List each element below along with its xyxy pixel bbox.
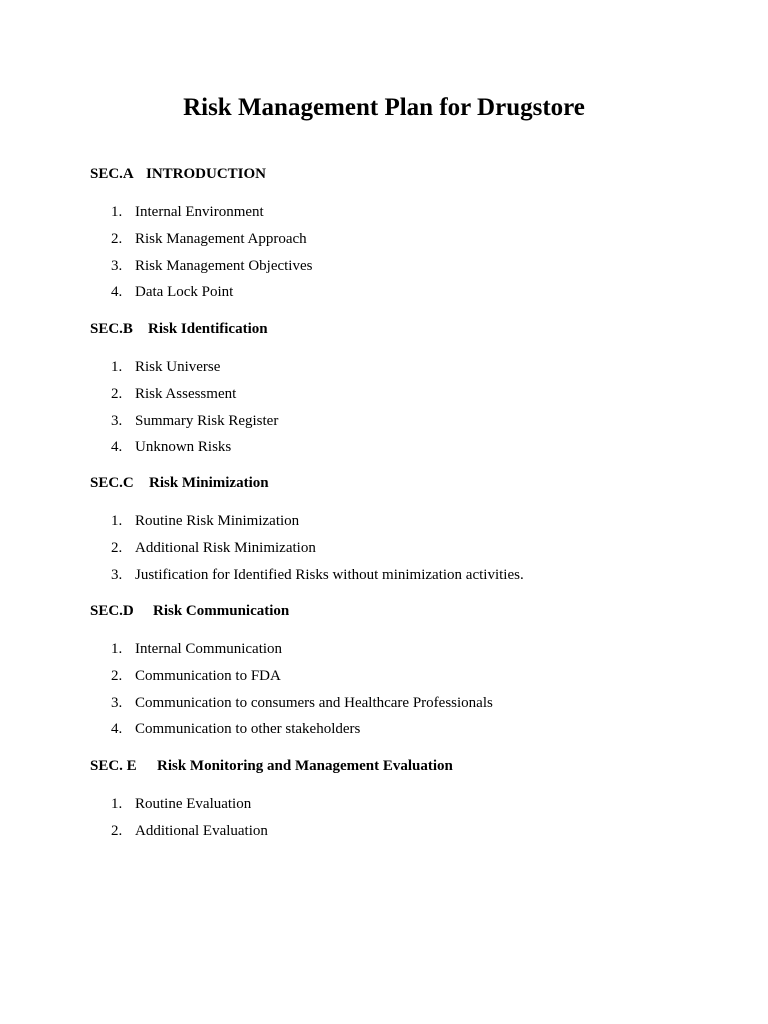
item-number: 1. (111, 204, 123, 220)
item-text: Unknown Risks (135, 439, 232, 456)
document-title: Risk Management Plan for Drugstore (183, 94, 585, 121)
list-item (90, 821, 453, 841)
list-item (90, 538, 524, 558)
section-risk-minimization (90, 473, 524, 591)
item-text: Communication to consumers and Healthcare Professionals (135, 694, 493, 711)
item-number: 4. (111, 439, 123, 456)
list-item (90, 639, 493, 659)
list-item (90, 565, 524, 585)
section-item-list (90, 794, 453, 841)
section-introduction (90, 164, 312, 309)
item-number: 3. (111, 694, 123, 711)
list-item (90, 282, 312, 302)
item-number: 3. (111, 257, 123, 274)
item-number: 2. (111, 385, 123, 402)
section-code: SEC. E (90, 758, 137, 774)
item-text: Risk Management Objectives (135, 257, 313, 274)
item-number: 1. (111, 641, 123, 657)
section-name: Risk Monitoring and Management Evaluation (157, 758, 453, 774)
item-number: 3. (111, 412, 123, 429)
list-item (90, 693, 493, 713)
section-name: Risk Minimization (149, 475, 269, 491)
item-number: 4. (111, 721, 123, 738)
item-text: Risk Management Approach (135, 230, 307, 247)
section-code: SEC.D (90, 603, 134, 619)
item-number: 1. (111, 796, 123, 812)
section-heading (90, 756, 453, 776)
item-number: 2. (111, 230, 123, 247)
list-item (90, 202, 312, 222)
section-item-list (90, 639, 493, 739)
item-number: 2. (111, 539, 123, 556)
list-item (90, 437, 278, 457)
item-text: Routine Risk Minimization (135, 513, 300, 529)
list-item (90, 511, 524, 531)
item-number: 3. (111, 566, 123, 583)
section-item-list (90, 511, 524, 585)
list-item (90, 719, 493, 739)
list-item (90, 357, 278, 377)
list-item (90, 794, 453, 814)
item-text: Communication to FDA (135, 667, 281, 684)
section-heading (90, 164, 312, 184)
item-number: 4. (111, 284, 123, 301)
item-text: Communication to other stakeholders (135, 721, 361, 738)
section-code: SEC.C (90, 475, 134, 491)
section-name: INTRODUCTION (146, 166, 267, 182)
section-item-list (90, 202, 312, 302)
section-heading (90, 473, 524, 493)
section-name: Risk Communication (153, 603, 290, 619)
item-text: Additional Risk Minimization (135, 539, 316, 556)
section-risk-identification (90, 319, 278, 464)
item-number: 1. (111, 359, 123, 375)
section-heading (90, 601, 493, 621)
section-risk-monitoring (90, 756, 453, 848)
item-text: Internal Communication (135, 641, 283, 657)
item-number: 2. (111, 667, 123, 684)
section-heading (90, 319, 278, 339)
list-item (90, 411, 278, 431)
item-number: 1. (111, 513, 123, 529)
item-text: Additional Evaluation (135, 822, 268, 839)
list-item (90, 666, 493, 686)
section-risk-communication (90, 601, 493, 746)
item-text: Summary Risk Register (135, 412, 279, 429)
section-name: Risk Identification (148, 321, 268, 337)
item-text: Risk Universe (135, 359, 221, 375)
item-text: Internal Environment (135, 204, 264, 220)
list-item (90, 256, 312, 276)
item-text: Data Lock Point (135, 284, 234, 301)
list-item (90, 384, 278, 404)
section-item-list (90, 357, 278, 457)
list-item (90, 229, 312, 249)
item-text: Routine Evaluation (135, 796, 252, 812)
item-text: Risk Assessment (135, 385, 237, 402)
item-number: 2. (111, 822, 123, 839)
item-text: Justification for Identified Risks without minimization activities. (135, 566, 524, 583)
section-code: SEC.A (90, 166, 134, 182)
section-code: SEC.B (90, 321, 133, 337)
